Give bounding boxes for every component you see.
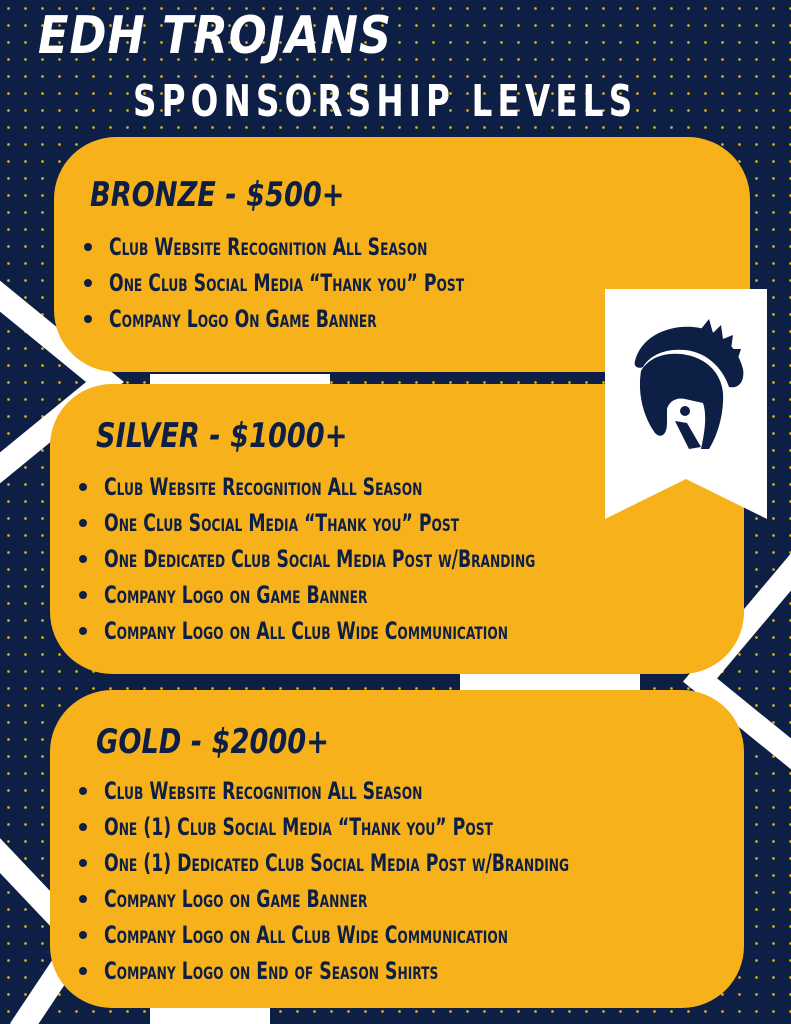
benefit-item: One (1) Dedicated Club Social Media Post w/Branding (79, 845, 750, 881)
page-title: EDH TROJANS (38, 6, 392, 66)
bullet-dot (79, 967, 87, 975)
benefit-item: Club Website Recognition All Season (79, 773, 750, 809)
benefit-item: One Dedicated Club Social Media Post w/Branding (79, 541, 703, 577)
benefit-item: Club Website Recognition All Season (79, 469, 703, 505)
bullet-dot (79, 895, 87, 903)
bullet-dot (79, 519, 87, 527)
tier-heading-gold: GOLD - $2000+ (96, 722, 330, 762)
bullet-dot (84, 279, 92, 287)
bullet-dot (79, 859, 87, 867)
bullet-dot (79, 591, 87, 599)
bullet-dot (79, 483, 87, 491)
benefit-item: Company Logo on All Club Wide Communication (79, 613, 703, 649)
benefit-item: One (1) Club Social Media “Thank you” Post (79, 809, 750, 845)
tier-heading-silver: SILVER - $1000+ (96, 416, 348, 456)
bullet-dot (79, 823, 87, 831)
benefit-item: One Club Social Media “Thank you” Post (79, 505, 703, 541)
benefit-item: Company Logo on Game Banner (79, 881, 750, 917)
tier-card-gold (50, 690, 744, 1008)
bullet-dot (79, 931, 87, 939)
bullet-dot (84, 243, 92, 251)
bullet-dot (84, 315, 92, 323)
benefit-item: Club Website Recognition All Season (84, 229, 602, 265)
tier-heading-bronze: BRONZE - $500+ (90, 175, 345, 215)
team-banner (605, 289, 767, 519)
benefit-item: Company Logo On Game Banner (84, 301, 602, 337)
bullet-dot (79, 787, 87, 795)
benefit-item: Company Logo on All Club Wide Communication (79, 917, 750, 953)
page-subtitle: SPONSORSHIP LEVELS (133, 76, 638, 127)
benefit-item: Company Logo on End of Season Shirts (79, 953, 750, 989)
benefit-item: Company Logo on Game Banner (79, 577, 703, 613)
benefit-list-bronze (84, 229, 602, 337)
bullet-dot (79, 555, 87, 563)
bullet-dot (79, 627, 87, 635)
benefit-list-gold (79, 773, 750, 989)
benefit-item: One Club Social Media “Thank you” Post (84, 265, 602, 301)
